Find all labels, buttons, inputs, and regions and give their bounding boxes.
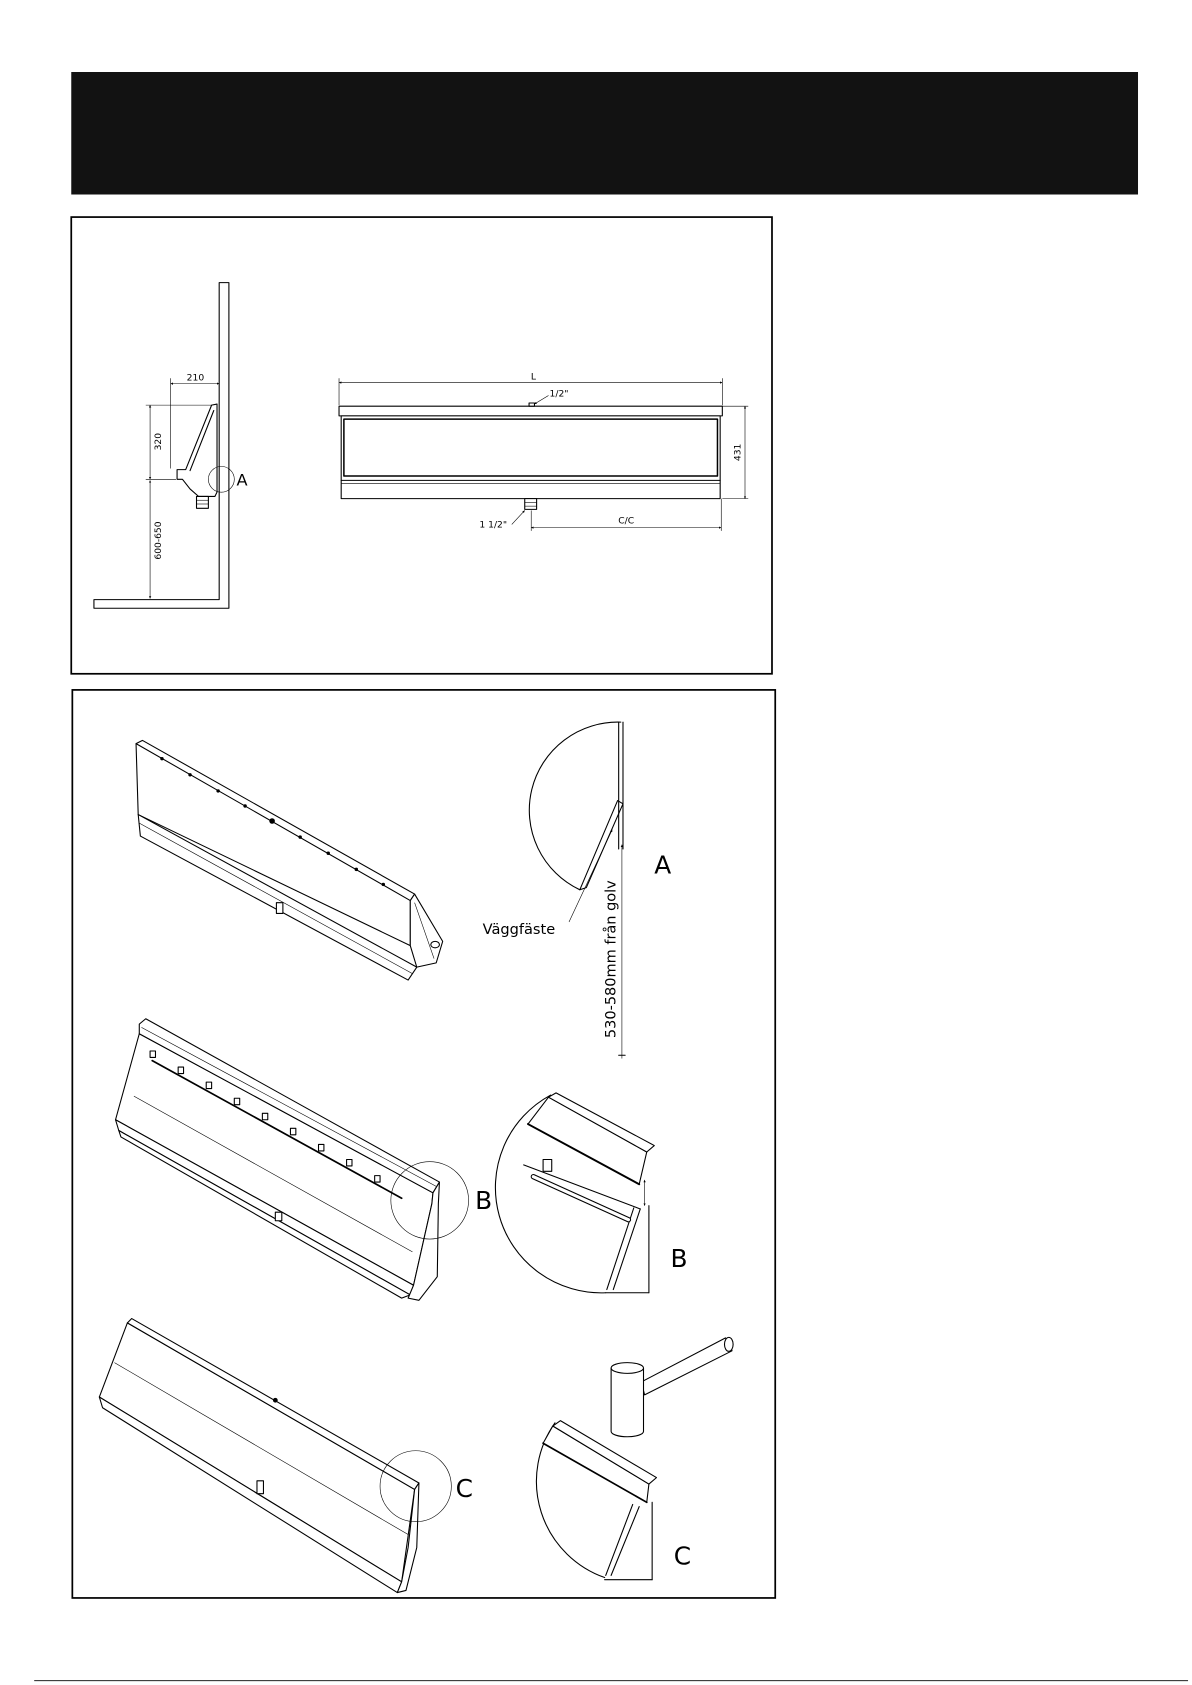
dimension-depth-label: 210: [186, 373, 205, 384]
outlet-size-label: 1 1/2": [479, 520, 508, 531]
dimension-length-label: L: [530, 372, 536, 383]
bolt: [355, 868, 358, 871]
drain-outlet: [197, 496, 209, 508]
detail-label-c: C: [673, 1541, 692, 1571]
step-label-c: C: [455, 1473, 473, 1503]
bracket: [347, 1160, 352, 1166]
bolt: [160, 757, 163, 760]
bolt: [243, 804, 246, 807]
bracket: [375, 1176, 380, 1182]
bolt: [327, 852, 330, 855]
inlet-size-label: 1/2": [549, 389, 569, 400]
mounting-height-note: 530-580mm från golv: [603, 880, 620, 1039]
bracket: [262, 1113, 267, 1119]
bolt: [298, 835, 301, 838]
detail-label-a: A: [654, 850, 672, 880]
dimension-mount-height-label: 600-650: [153, 521, 164, 560]
bracket: [319, 1144, 324, 1150]
detail-label-a: A: [236, 470, 248, 490]
bracket: [150, 1051, 155, 1057]
hammer-handle-end: [724, 1337, 733, 1351]
bolt: [188, 773, 191, 776]
drain-outlet: [257, 1481, 263, 1494]
installation-steps-panel: [72, 690, 775, 1598]
hammer-head: [611, 1368, 643, 1437]
detail-label-b: B: [670, 1244, 688, 1273]
inlet-connection: [529, 403, 534, 406]
bracket: [206, 1082, 211, 1088]
side-drain: [197, 496, 209, 508]
bracket: [178, 1067, 183, 1073]
header-bar: [71, 72, 1138, 195]
bolt: [269, 818, 275, 824]
bracket: [234, 1098, 239, 1104]
dimension-drawing-panel: [71, 217, 772, 674]
dimension-cc-label: C/C: [618, 516, 635, 527]
bracket: [290, 1128, 295, 1134]
urinal-body: [341, 416, 720, 499]
drain-outlet: [275, 1212, 281, 1221]
drain-outlet: [276, 903, 282, 914]
wall-bracket-label: Väggfäste: [482, 921, 556, 938]
bolt: [382, 883, 385, 886]
dimension-front-height-label: 431: [733, 443, 744, 462]
spray-nozzle: [273, 1398, 278, 1403]
front-drain: [525, 499, 537, 510]
top-rim: [339, 406, 722, 416]
bracket: [543, 1160, 552, 1172]
side-fitting: [431, 941, 440, 947]
drain-outlet: [525, 499, 537, 510]
dimension-height-label: 320: [153, 432, 164, 451]
bolt: [216, 789, 219, 792]
hammer-head-top: [611, 1363, 643, 1374]
step-label-b: B: [475, 1185, 493, 1215]
